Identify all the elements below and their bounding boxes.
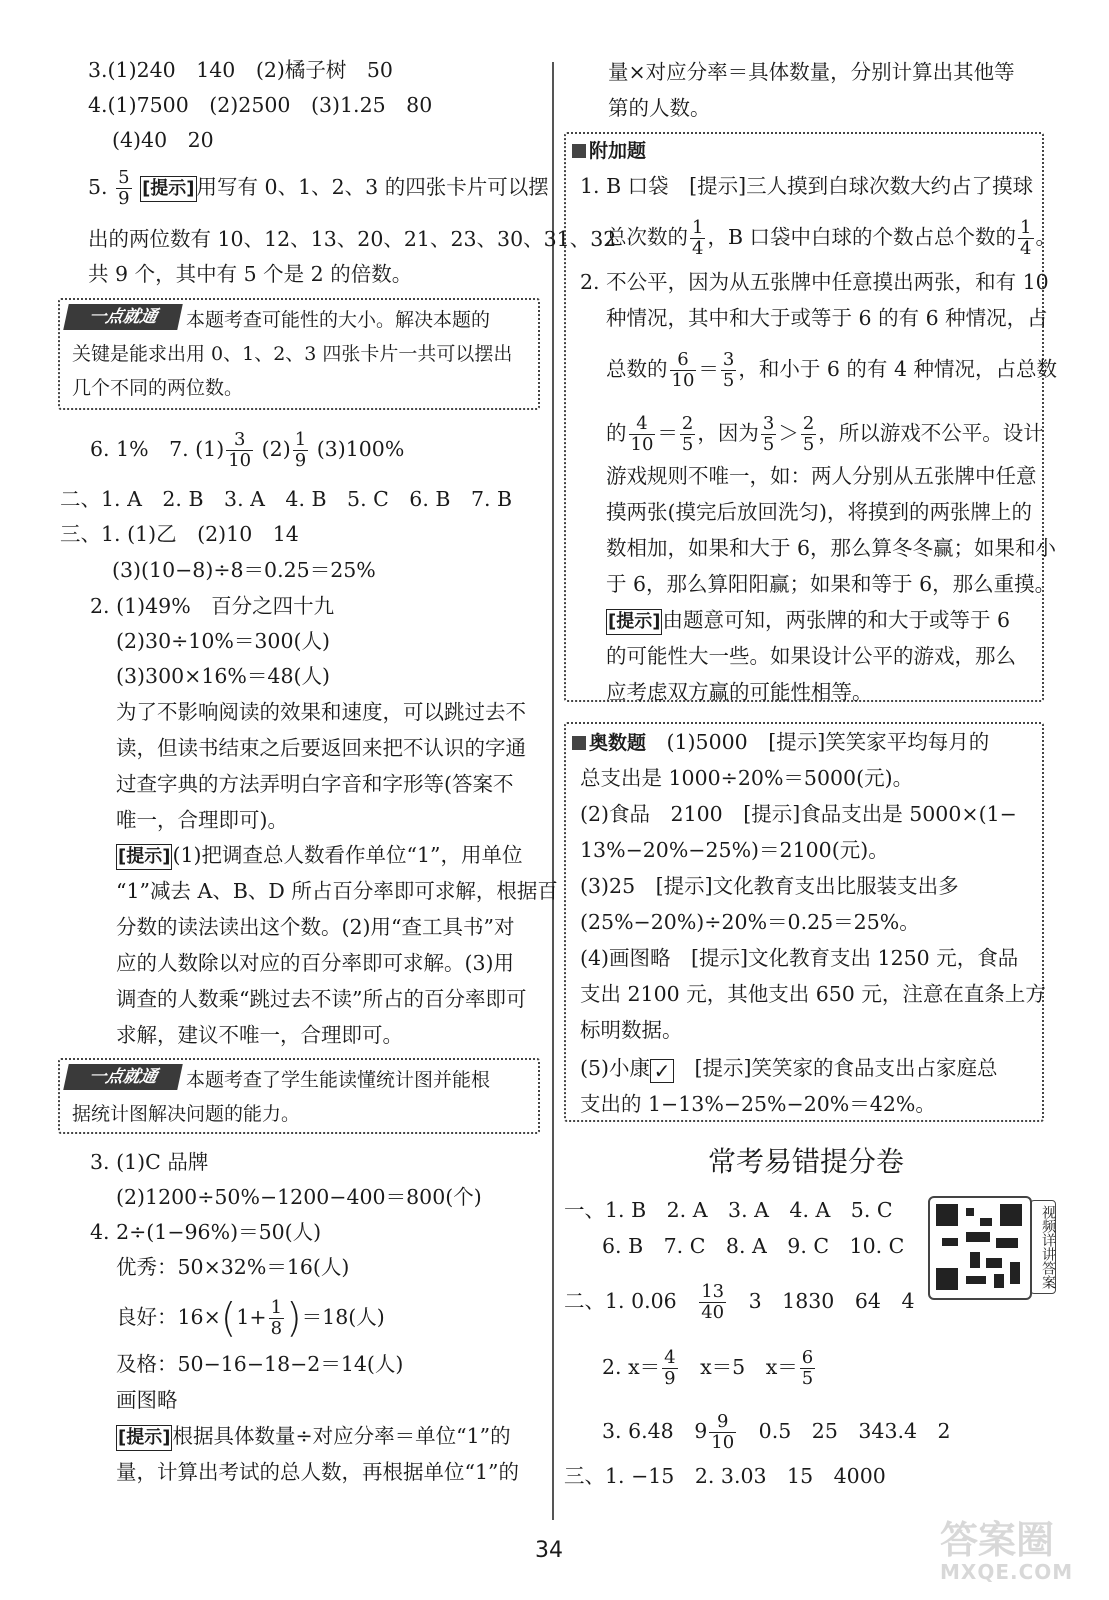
section-3-line: (3)(10−8)÷8＝0.25＝25% [112, 558, 376, 582]
tip-text: 据统计图解决问题的能力。 [72, 1103, 301, 1125]
tip-text: 本题考查了学生能读懂统计图并能根 [186, 1069, 491, 1091]
olympiad-header: 奥数题 (1)5000 [提示]笑笑家平均每月的 [572, 728, 989, 757]
answer-q5 [88, 168, 549, 209]
text-line: 求解，建议不唯一，合理即可。 [116, 1023, 403, 1047]
answer-q6-q7: 6. 1% 7. (1) $\frac{3}{10}$ (2) $\frac{1}{9}$ (3)100% [90, 429, 405, 471]
checkbox-checked: ✓ [650, 1059, 674, 1083]
answer-line: 2. x＝ $\frac{4}{9}$ x＝5 x＝ $\frac{6}{5}$ [602, 1347, 814, 1389]
text-line: 应的人数除以对应的百分率即可求解。(3)用 [116, 951, 515, 975]
tip-text: 本题考查可能性的大小。解决本题的 [186, 309, 491, 331]
fraction: $\frac{4}{9}$ [664, 1347, 676, 1389]
fraction: $\frac{5}{9}$ [118, 167, 130, 209]
text-line: 应考虑双方赢的可能性相等。 [606, 680, 873, 704]
text-line: 总支出是 1000÷20%＝5000(元)。 [580, 766, 914, 790]
tip-box-2 [58, 1058, 540, 1134]
text-line: 13%−20%−25%)＝2100(元)。 [580, 838, 889, 862]
fraction: $\frac{1}{4}$ [1020, 217, 1032, 259]
q-number: 5. [88, 175, 108, 199]
answer-line: (4)40 20 [112, 128, 214, 152]
text-line: (25%−20%)÷20%＝0.25＝25%。 [580, 910, 920, 934]
hint-label: [提示] [140, 176, 196, 202]
text-line: 出的两位数有 10、12、13、20、21、23、30、31、32 [88, 227, 617, 251]
fraction: $\frac{1}{8}$ [270, 1297, 283, 1339]
text-line: 于 6，那么算阳阳赢；如果和等于 6，那么重摸。 [606, 572, 1056, 596]
hint-line: [提示]根据具体数量÷对应分率＝单位“1”的 [116, 1422, 511, 1451]
answer-line: (2)1200÷50%−1200−400＝800(个) [116, 1185, 482, 1209]
fraction: $\frac{2}{5}$ [802, 413, 815, 455]
text-line: 数相加，如果和大于 6，那么算冬冬赢；如果和小 [606, 536, 1057, 560]
fraction: $\frac{2}{5}$ [681, 413, 694, 455]
bonus-tag: 附加题 [572, 136, 646, 165]
fraction: $\frac{3}{5}$ [722, 349, 735, 391]
text-line: 2. 不公平，因为从五张牌中任意摸出两张，和有 10 [580, 270, 1049, 294]
tip-tag: 一点就通 [63, 1064, 183, 1090]
answer-line: (3)300×16%＝48(人) [116, 664, 330, 688]
tip-text: 关键是能求出用 0、1、2、3 四张卡片一共可以摆出 [72, 343, 513, 365]
hint-label: [提示] [116, 1425, 172, 1451]
fraction: $\frac{3}{5}$ [762, 413, 775, 455]
text-line: 量×对应分率＝具体数量，分别计算出其他等 [608, 60, 1015, 84]
watermark: 答案圈 MXQE.COM [940, 1518, 1074, 1584]
olympiad-box [564, 722, 1044, 1122]
book-icon [572, 736, 586, 750]
answer-line: 二、1. 0.06 $\frac{13}{40}$ 3 1830 64 4 [564, 1281, 915, 1323]
hint-text: 用写有 0、1、2、3 的四张卡片可以摆 [196, 175, 549, 199]
section-title: 常考易错提分卷 [708, 1145, 905, 1178]
text-line: 过查字典的方法弄明白字音和字形等(答案不 [116, 772, 514, 796]
text-line: 支出的 1−13%−25%−20%＝42%。 [580, 1092, 936, 1116]
fraction: $\frac{9}{10}$ [711, 1411, 735, 1453]
tip-tag: 一点就通 [63, 304, 183, 330]
fraction: $\frac{1}{9}$ [294, 429, 307, 471]
answer-line: 优秀：50×32%＝16(人) [116, 1255, 350, 1279]
answer-line: 3. 6.48 9 $\frac{9}{10}$ 0.5 25 343.4 2 [602, 1411, 951, 1453]
text-line: (5)小康 ✓ [提示]笑笑家的食品支出占家庭总 [580, 1056, 998, 1083]
fraction: $\frac{6}{10}$ [671, 349, 695, 391]
answer-line: (2)30÷10%＝300(人) [116, 629, 330, 653]
answer-line: 3.(1)240 140 (2)橘子树 50 [88, 58, 393, 82]
answer-line: 6. B 7. C 8. A 9. C 10. C [602, 1234, 905, 1258]
hint-label: [提示] [116, 844, 172, 870]
hint-line: [提示](1)把调查总人数看作单位“1”，用单位 [116, 841, 523, 870]
tip-text: 几个不同的两位数。 [72, 377, 244, 399]
fraction: $\frac{4}{10}$ [630, 413, 654, 455]
text-line: 第的人数。 [608, 96, 711, 120]
hint-label: [提示] [606, 609, 662, 635]
text-line: 读，但读书结束之后要返回来把不认识的字通 [116, 736, 526, 760]
qr-code[interactable] [928, 1196, 1032, 1300]
text-line: 为了不影响阅读的效果和速度，可以跳过去不 [116, 700, 526, 724]
text-line: (4)画图略 [提示]文化教育支出 1250 元，食品 [580, 946, 1019, 970]
answer-line: 良好：16×(1+ $\frac{1}{8}$ )＝18(人) [116, 1295, 385, 1342]
answer-line: 3. (1)C 品牌 [90, 1150, 209, 1174]
text-line: 分数的读法读出这个数。(2)用“查工具书”对 [116, 915, 515, 939]
page-number: 34 [535, 1538, 563, 1563]
text-line: 的 $\frac{4}{10}$ ＝ $\frac{2}{5}$ ，因为 $\frac{3}{5}$ ＞ $\frac{2}{5}$ ，所以游戏不公平。设计 [606, 413, 1044, 455]
text-line: 调查的人数乘“跳过去不读”所占的百分率即可 [116, 987, 527, 1011]
text-line: 唯一，合理即可)。 [116, 808, 288, 832]
fraction: $\frac{3}{10}$ [228, 429, 252, 471]
qr-caption: 视频详讲答案 [1030, 1200, 1056, 1294]
text-line: 总数的 $\frac{6}{10}$ ＝ $\frac{3}{5}$ ，和小于 6 的有 4 种情况，占总数 [606, 349, 1058, 391]
text-line: 量，计算出考试的总人数，再根据单位“1”的 [116, 1460, 520, 1484]
bonus-box [564, 132, 1058, 704]
text-line: (2)食品 2100 [提示]食品支出是 5000×(1− [580, 802, 1017, 826]
answer-line: 2. (1)49% 百分之四十九 [90, 594, 335, 618]
answer-line: 三、1. −15 2. 3.03 15 4000 [564, 1464, 886, 1488]
text-line: 摸两张(摸完后放回洗匀)，将摸到的两张牌上的 [606, 500, 1032, 524]
answer-line: 4. 2÷(1−96%)＝50(人) [90, 1220, 322, 1244]
text-line: 总次数的 $\frac{1}{4}$ ，B 口袋中白球的个数占总个数的 $\frac{1}{4}$ 。 [606, 217, 1056, 259]
text-line: 共 9 个，其中有 5 个是 2 的倍数。 [88, 262, 413, 286]
text-line: 标明数据。 [580, 1018, 683, 1042]
answer-line: 一、1. B 2. A 3. A 4. A 5. C [564, 1198, 893, 1222]
section-3-line: 三、1. (1)乙 (2)10 14 [60, 522, 299, 546]
text-line: 1. B 口袋 [提示]三人摸到白球次数大约占了摸球 [580, 174, 1034, 198]
text-line: 种情况，其中和大于或等于 6 的有 6 种情况，占 [606, 306, 1048, 330]
text-line: 支出 2100 元，其他支出 650 元，注意在直条上方 [580, 982, 1046, 1006]
text-line: “1”减去 A、B、D 所占百分率即可求解，根据百 [116, 879, 558, 903]
book-icon [572, 144, 586, 158]
text-line: (3)25 [提示]文化教育支出比服装支出多 [580, 874, 959, 898]
tip-box-1 [58, 298, 540, 410]
fraction: $\frac{1}{4}$ [692, 217, 704, 259]
text-line: 游戏规则不唯一，如：两人分别从五张牌中任意 [606, 464, 1037, 488]
fraction: $\frac{6}{5}$ [801, 1347, 814, 1389]
fraction: $\frac{13}{40}$ [701, 1281, 725, 1323]
text-line: 的可能性大一些。如果设计公平的游戏，那么 [606, 644, 1016, 668]
answer-line: 画图略 [116, 1388, 178, 1412]
section-2-answers: 二、1. A 2. B 3. A 4. B 5. C 6. B 7. B [60, 487, 513, 511]
hint-line: [提示]由题意可知，两张牌的和大于或等于 6 [606, 606, 1010, 635]
answer-line: 4.(1)7500 (2)2500 (3)1.25 80 [88, 93, 433, 117]
column-divider [552, 62, 554, 1520]
answer-line: 及格：50−16−18−2＝14(人) [116, 1352, 404, 1376]
